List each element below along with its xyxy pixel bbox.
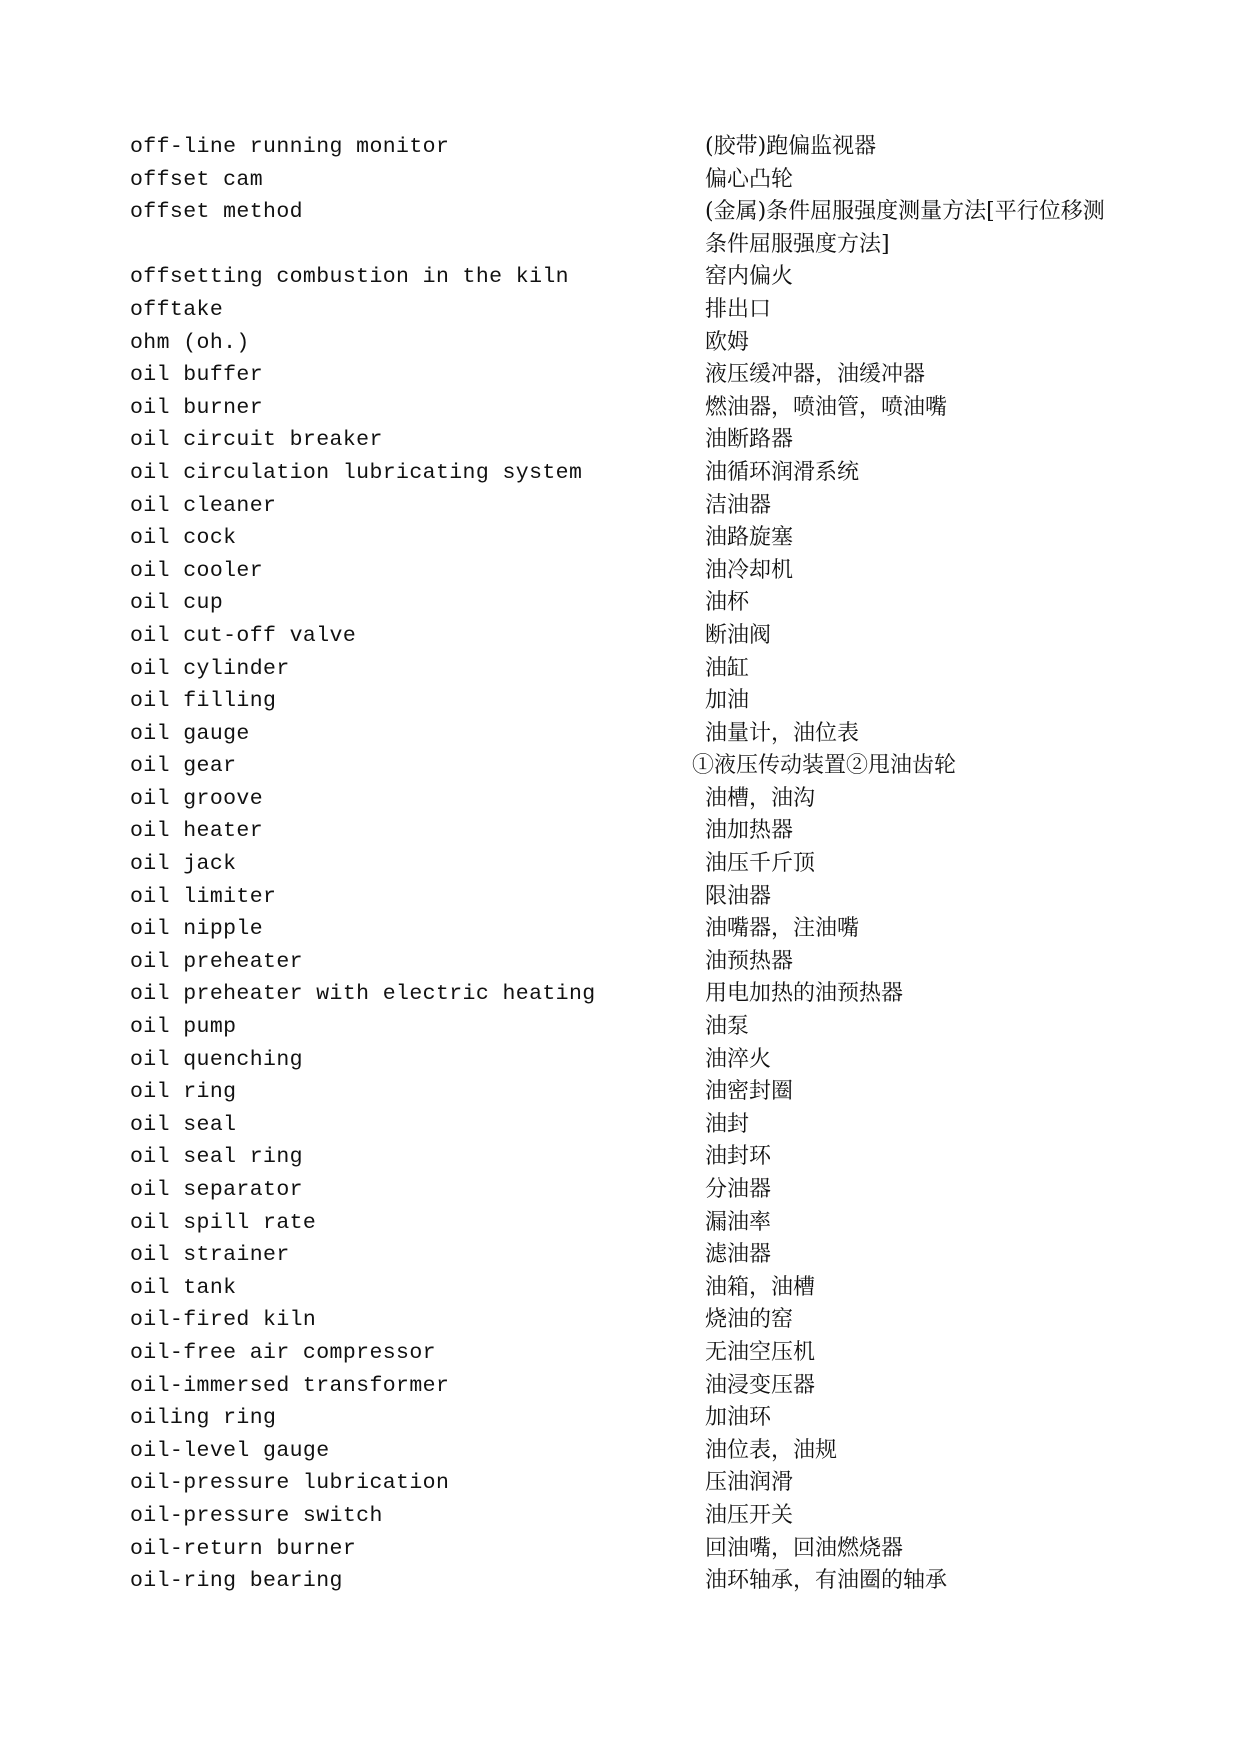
glossary-term: oiling ring: [130, 1406, 277, 1431]
glossary-definition: 加油: [705, 688, 750, 714]
glossary-list: [130, 131, 1130, 1598]
glossary-row: [130, 392, 1130, 425]
glossary-row: [130, 424, 1130, 457]
glossary-term: oil separator: [130, 1178, 303, 1202]
glossary-definition: 油环轴承，有油圈的轴承: [705, 1568, 948, 1594]
glossary-definition: 洁油器: [705, 492, 772, 518]
glossary-row: [130, 653, 1130, 686]
glossary-row: [130, 261, 1130, 294]
glossary-definition: 油压开关: [705, 1502, 794, 1528]
glossary-definition: 无油空压机: [705, 1339, 816, 1365]
glossary-term: off-line running monitor: [130, 135, 450, 159]
glossary-definition: 油冷却机: [705, 557, 794, 583]
glossary-row: [130, 1500, 1130, 1533]
glossary-term: oil tank: [130, 1275, 237, 1300]
glossary-term: oil jack: [130, 852, 237, 877]
glossary-definition: 油泵: [705, 1014, 750, 1040]
glossary-row: [130, 685, 1130, 718]
glossary-row: [130, 946, 1130, 979]
glossary-term: oil seal ring: [130, 1145, 303, 1170]
glossary-term: oil burner: [130, 395, 264, 420]
glossary-definition: 限油器: [705, 883, 772, 909]
glossary-term: oil cock: [130, 526, 237, 551]
glossary-term: oil filling: [130, 689, 277, 714]
glossary-row: [130, 490, 1130, 523]
glossary-row: [130, 1533, 1130, 1566]
glossary-term: oil-fired kiln: [130, 1308, 317, 1333]
glossary-definition: 偏心凸轮: [705, 166, 794, 192]
glossary-term: offtake: [130, 297, 224, 322]
glossary-row: [130, 1467, 1130, 1500]
glossary-term: oil-pressure lubrication: [130, 1471, 450, 1496]
glossary-row: [130, 1174, 1130, 1207]
glossary-definition: 压油润滑: [705, 1470, 794, 1496]
glossary-definition: 油槽，油沟: [705, 785, 816, 811]
glossary-definition: 回油嘴，回油燃烧器: [705, 1535, 904, 1561]
glossary-definition: 油淬火: [705, 1046, 772, 1072]
glossary-definition: 欧姆: [705, 329, 750, 355]
glossary-term: oil heater: [130, 819, 264, 844]
glossary-term: oil seal: [130, 1112, 237, 1137]
glossary-definition: 窑内偏火: [705, 264, 794, 290]
glossary-row: [130, 1076, 1130, 1109]
glossary-row: [130, 783, 1130, 816]
glossary-term: oil-level gauge: [130, 1438, 330, 1463]
glossary-term: oil-ring bearing: [130, 1569, 343, 1594]
glossary-definition: 油缸: [705, 655, 750, 681]
glossary-row: [130, 718, 1130, 751]
glossary-row: [130, 1109, 1130, 1142]
glossary-term: oil pump: [130, 1015, 237, 1040]
glossary-term: oil cooler: [130, 558, 264, 583]
glossary-row: [130, 555, 1130, 588]
glossary-definition: 油密封圈: [705, 1079, 794, 1105]
glossary-term: offsetting combustion in the kiln: [130, 265, 569, 290]
glossary-definition: 油路旋塞: [705, 525, 794, 551]
glossary-term: oil spill rate: [130, 1210, 317, 1235]
glossary-term: oil cylinder: [130, 656, 290, 681]
glossary-term: oil ring: [130, 1080, 237, 1105]
glossary-definition: 油箱，油槽: [705, 1274, 816, 1300]
glossary-row: [130, 522, 1130, 555]
glossary-row: [130, 294, 1130, 327]
glossary-definition: 烧油的窑: [705, 1307, 794, 1333]
glossary-definition: 燃油器，喷油管，喷油嘴: [705, 394, 948, 420]
glossary-term: oil-pressure switch: [130, 1503, 383, 1528]
glossary-term: ohm (oh.): [130, 330, 250, 355]
glossary-row: [130, 457, 1130, 490]
glossary-definition: 油嘴器，注油嘴: [705, 916, 860, 942]
glossary-definition: ①液压传动装置②甩油齿轮: [692, 753, 957, 779]
glossary-row: [130, 1304, 1130, 1337]
glossary-term: oil-return burner: [130, 1536, 357, 1561]
glossary-row: [130, 1141, 1130, 1174]
glossary-term: oil nipple: [130, 917, 264, 942]
glossary-definition: 油断路器: [705, 427, 794, 453]
glossary-definition: 滤油器: [705, 1242, 772, 1268]
glossary-definition: 液压缓冲器，油缓冲器: [705, 362, 926, 388]
glossary-definition: 油封: [705, 1111, 750, 1137]
glossary-term: oil cup: [130, 591, 224, 616]
glossary-term: oil gauge: [130, 721, 250, 746]
glossary-row: [130, 359, 1130, 392]
glossary-definition: 加油环: [705, 1405, 772, 1431]
glossary-row: [130, 881, 1130, 914]
glossary-term: oil cut-off valve: [130, 623, 357, 648]
glossary-definition: 用电加热的油预热器: [705, 981, 904, 1007]
glossary-row: [130, 1044, 1130, 1077]
glossary-row: [130, 1239, 1130, 1272]
glossary-row: [130, 848, 1130, 881]
glossary-term: oil cleaner: [130, 493, 277, 518]
glossary-definition: 油封环: [705, 1144, 772, 1170]
glossary-row: [130, 587, 1130, 620]
glossary-definition: (金属)条件屈服强度测量方法[平行位移测条件屈服强度方法]: [705, 199, 1105, 257]
glossary-term: oil-free air compressor: [130, 1340, 436, 1365]
glossary-definition: 油加热器: [705, 818, 794, 844]
glossary-definition: 断油阀: [705, 622, 772, 648]
glossary-row: [130, 131, 1130, 164]
glossary-row: [130, 1011, 1130, 1044]
glossary-term: oil gear: [130, 754, 237, 779]
glossary-term: oil-immersed transformer: [130, 1373, 450, 1398]
glossary-row: [130, 1402, 1130, 1435]
glossary-definition: 油预热器: [705, 948, 794, 974]
glossary-definition: 分油器: [705, 1177, 772, 1202]
glossary-row: [130, 1272, 1130, 1305]
glossary-definition: 排出口: [705, 296, 772, 322]
glossary-row: [130, 620, 1130, 653]
glossary-row: [130, 1435, 1130, 1468]
glossary-term: oil buffer: [130, 363, 264, 388]
glossary-term: oil circulation lubricating system: [130, 460, 583, 485]
glossary-row: [130, 1565, 1130, 1598]
glossary-row: [130, 1370, 1130, 1403]
glossary-term: offset cam: [130, 167, 264, 192]
glossary-row: [130, 1337, 1130, 1370]
glossary-row: [130, 196, 1130, 261]
glossary-row: [130, 815, 1130, 848]
glossary-definition: 油杯: [705, 590, 750, 616]
glossary-definition: 油循环润滑系统: [705, 459, 860, 485]
glossary-term: oil groove: [130, 786, 264, 811]
glossary-term: oil preheater with electric heating: [130, 982, 596, 1007]
glossary-term: oil quenching: [130, 1047, 303, 1072]
glossary-definition: 油浸变压器: [705, 1372, 816, 1398]
glossary-definition: (胶带)跑偏监视器: [705, 134, 877, 159]
glossary-term: oil limiter: [130, 884, 277, 909]
glossary-definition: 油压千斤顶: [705, 851, 816, 877]
glossary-term: offset method: [130, 200, 303, 225]
glossary-definition: 油位表，油规: [705, 1437, 838, 1463]
glossary-term: oil circuit breaker: [130, 428, 383, 453]
glossary-row: [130, 913, 1130, 946]
glossary-row: [130, 750, 1130, 783]
glossary-definition: 油量计，油位表: [705, 720, 860, 746]
glossary-term: oil preheater: [130, 949, 303, 974]
glossary-row: [130, 978, 1130, 1011]
glossary-row: [130, 327, 1130, 360]
glossary-row: [130, 164, 1130, 197]
glossary-definition: 漏油率: [705, 1209, 772, 1235]
glossary-term: oil strainer: [130, 1243, 290, 1268]
glossary-row: [130, 1207, 1130, 1240]
